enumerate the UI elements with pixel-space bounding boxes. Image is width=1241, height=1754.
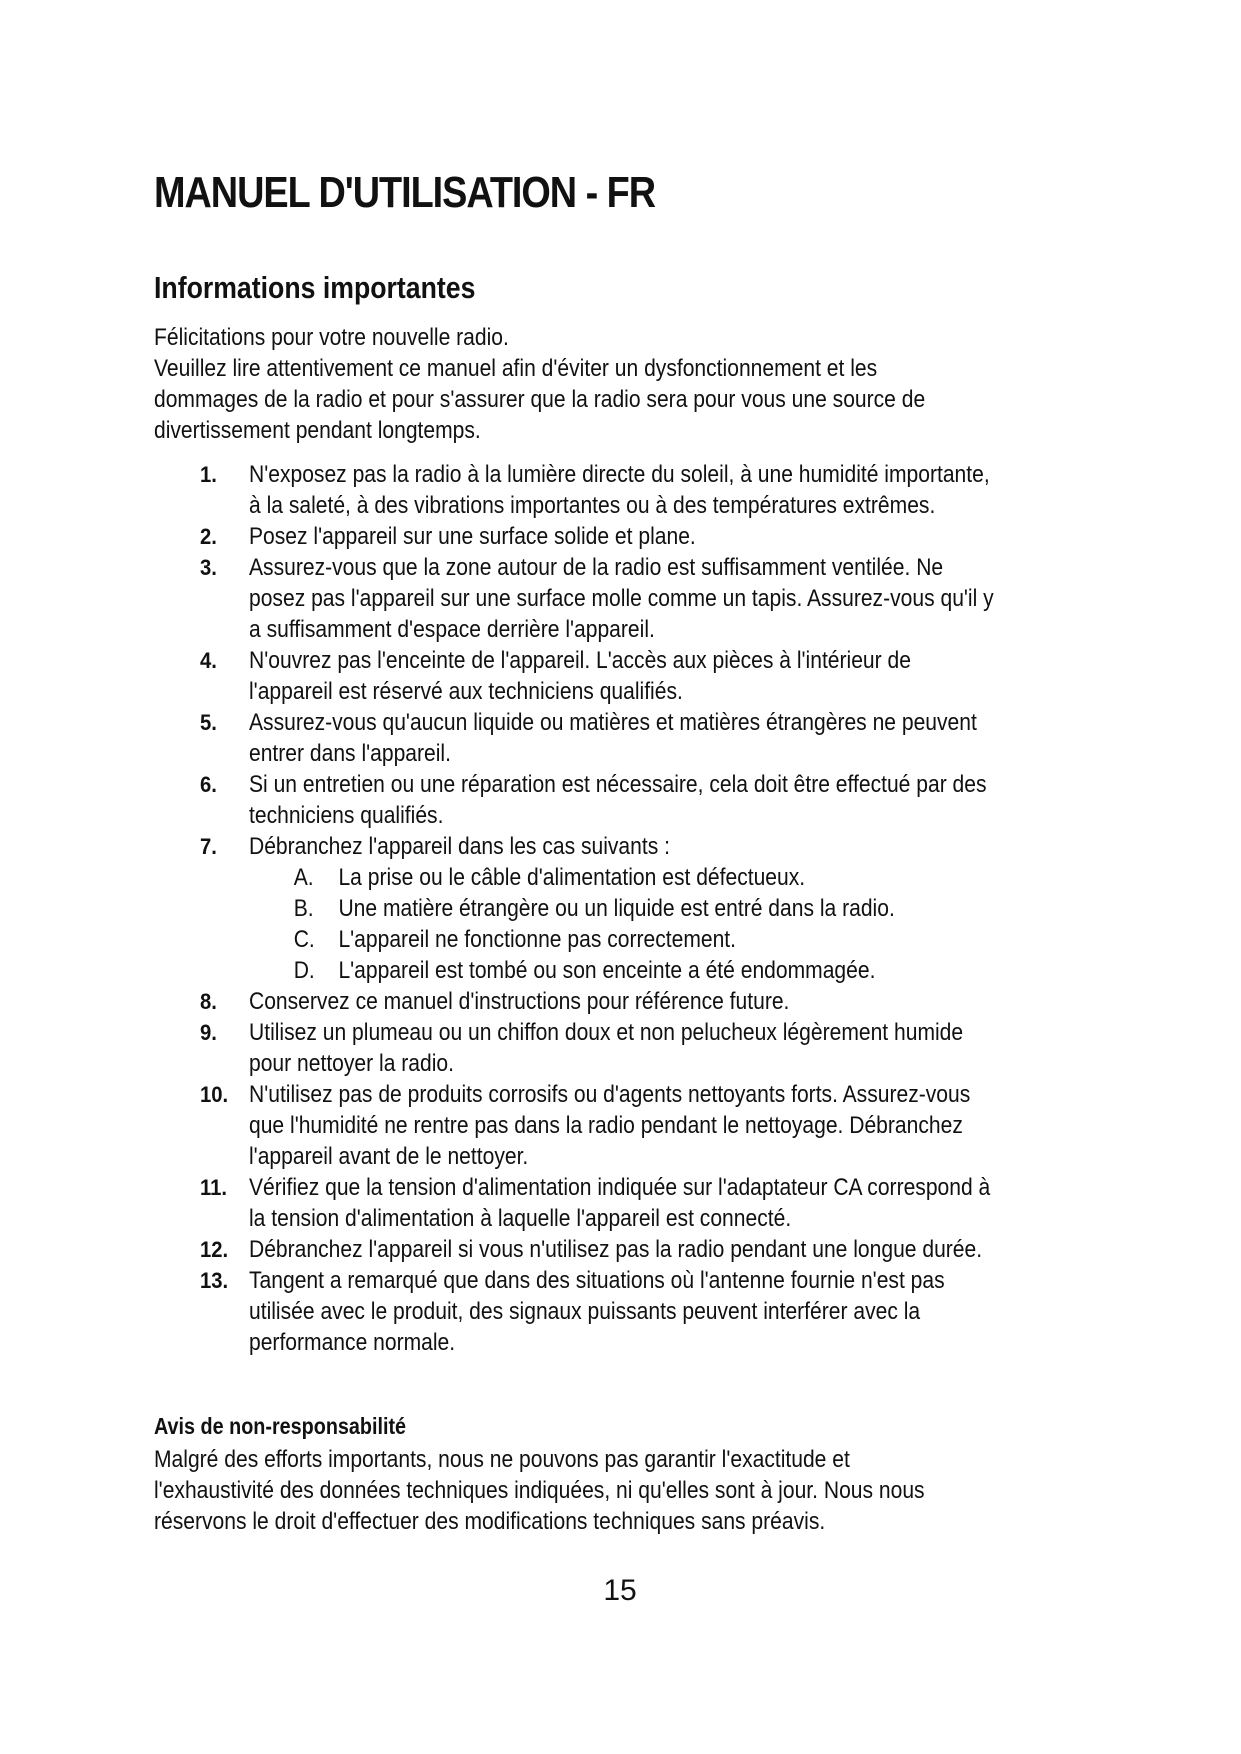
list-item — [200, 521, 1080, 552]
item-number: 6. — [200, 772, 217, 797]
list-item — [200, 645, 1080, 707]
sub-item-text: L'appareil ne fonctionne pas correctement. — [338, 926, 737, 953]
item-text: Utilisez un plumeau ou un chiffon doux et non pelucheux légèrement humide pour nettoyer la radio. — [249, 1019, 964, 1077]
list-item — [200, 1265, 1080, 1358]
list-item — [200, 1234, 1080, 1265]
disclaimer-heading: Avis de non-responsabilité — [154, 1413, 407, 1439]
sub-item-letter: D. — [293, 957, 315, 984]
item-text: Posez l'appareil sur une surface solide et plane. — [249, 523, 696, 550]
item-number: 2. — [200, 524, 217, 549]
item-number: 12. — [200, 1237, 229, 1262]
item-text: N'ouvrez pas l'enceinte de l'appareil. L'accès aux pièces à l'intérieur de l'appareil est réservé aux techniciens qualifiés. — [249, 647, 911, 705]
item-number: 13. — [200, 1268, 229, 1293]
item-number: 5. — [200, 710, 217, 735]
item-number: 1. — [200, 462, 217, 487]
sub-item-letter: B. — [293, 895, 314, 922]
sub-list — [249, 862, 997, 986]
item-text: Débranchez l'appareil dans les cas suivants : — [249, 833, 670, 860]
sub-item-text: La prise ou le câble d'alimentation est défectueux. — [338, 864, 806, 891]
item-number: 10. — [200, 1082, 229, 1107]
item-text: Conservez ce manuel d'instructions pour référence future. — [249, 988, 790, 1015]
item-number: 4. — [200, 648, 217, 673]
safety-instructions-list — [200, 459, 1080, 1358]
item-number: 7. — [200, 834, 217, 859]
sub-item-text: L'appareil est tombé ou son enceinte a été endommagée. — [338, 957, 876, 984]
item-text: N'utilisez pas de produits corrosifs ou d'agents nettoyants forts. Assurez-vous que l'humidité ne rentre pas dans la radio pendant le nettoyage. Débranchez l'appareil avant de le nettoyer. — [249, 1081, 971, 1170]
item-body — [249, 831, 997, 986]
sub-item-letter: C. — [293, 926, 315, 953]
item-text: Débranchez l'appareil si vous n'utilisez pas la radio pendant une longue durée. — [249, 1236, 983, 1263]
item-text: Assurez-vous que la zone autour de la radio est suffisamment ventilée. Ne posez pas l'appareil sur une surface molle comme un tapis. Assurez-vous qu'il y a suffisamment d'espace derrière l'appareil. — [249, 554, 994, 643]
list-item — [200, 707, 1080, 769]
list-item — [200, 1172, 1080, 1234]
sub-list-item — [249, 955, 997, 986]
list-item — [200, 831, 1080, 986]
list-item — [200, 986, 1080, 1017]
page-number: 15 — [603, 1574, 637, 1607]
item-number: 11. — [200, 1175, 228, 1200]
list-item — [200, 769, 1080, 831]
item-text: Assurez-vous qu'aucun liquide ou matières et matières étrangères ne peuvent entrer dans l'appareil. — [249, 709, 977, 767]
sub-list-item — [249, 924, 997, 955]
intro-paragraph: Félicitations pour votre nouvelle radio. — [154, 324, 509, 351]
intro-paragraph: Veuillez lire attentivement ce manuel afin d'éviter un dysfonctionnement et les dommages de la radio et pour s'assurer que la radio sera pour vous une source de divertissement pendant longtemps. — [154, 355, 926, 444]
sub-list-item — [249, 893, 997, 924]
disclaimer-text: Malgré des efforts importants, nous ne pouvons pas garantir l'exactitude et l'exhaustivité des données techniques indiquées, ni qu'elles sont à jour. Nous nous réservons le droit d'effectuer des modifications techniques sans préavis. — [154, 1446, 925, 1535]
item-text: Si un entretien ou une réparation est nécessaire, cela doit être effectué par des techniciens qualifiés. — [249, 771, 987, 829]
list-item — [200, 552, 1080, 645]
item-text: Vérifiez que la tension d'alimentation indiquée sur l'adaptateur CA correspond à la tension d'alimentation à laquelle l'appareil est connecté. — [249, 1174, 991, 1232]
list-item — [200, 1017, 1080, 1079]
item-text: Tangent a remarqué que dans des situations où l'antenne fournie n'est pas utilisée avec le produit, des signaux puissants peuvent interférer avec la performance normale. — [249, 1267, 945, 1356]
list-item — [200, 1079, 1080, 1172]
intro-text — [154, 322, 954, 446]
item-number: 8. — [200, 989, 217, 1014]
sub-item-letter: A. — [293, 864, 314, 891]
list-item — [200, 459, 1080, 521]
sub-list-item — [249, 862, 997, 893]
page-title: MANUEL D'UTILISATION - FR — [154, 168, 656, 217]
sub-item-text: Une matière étrangère ou un liquide est entré dans la radio. — [338, 895, 895, 922]
item-number: 3. — [200, 555, 217, 580]
item-text: N'exposez pas la radio à la lumière directe du soleil, à une humidité importante, à la saleté, à des vibrations importantes ou à des températures extrêmes. — [249, 461, 990, 519]
section-heading: Informations importantes — [154, 270, 476, 305]
item-number: 9. — [200, 1020, 217, 1045]
